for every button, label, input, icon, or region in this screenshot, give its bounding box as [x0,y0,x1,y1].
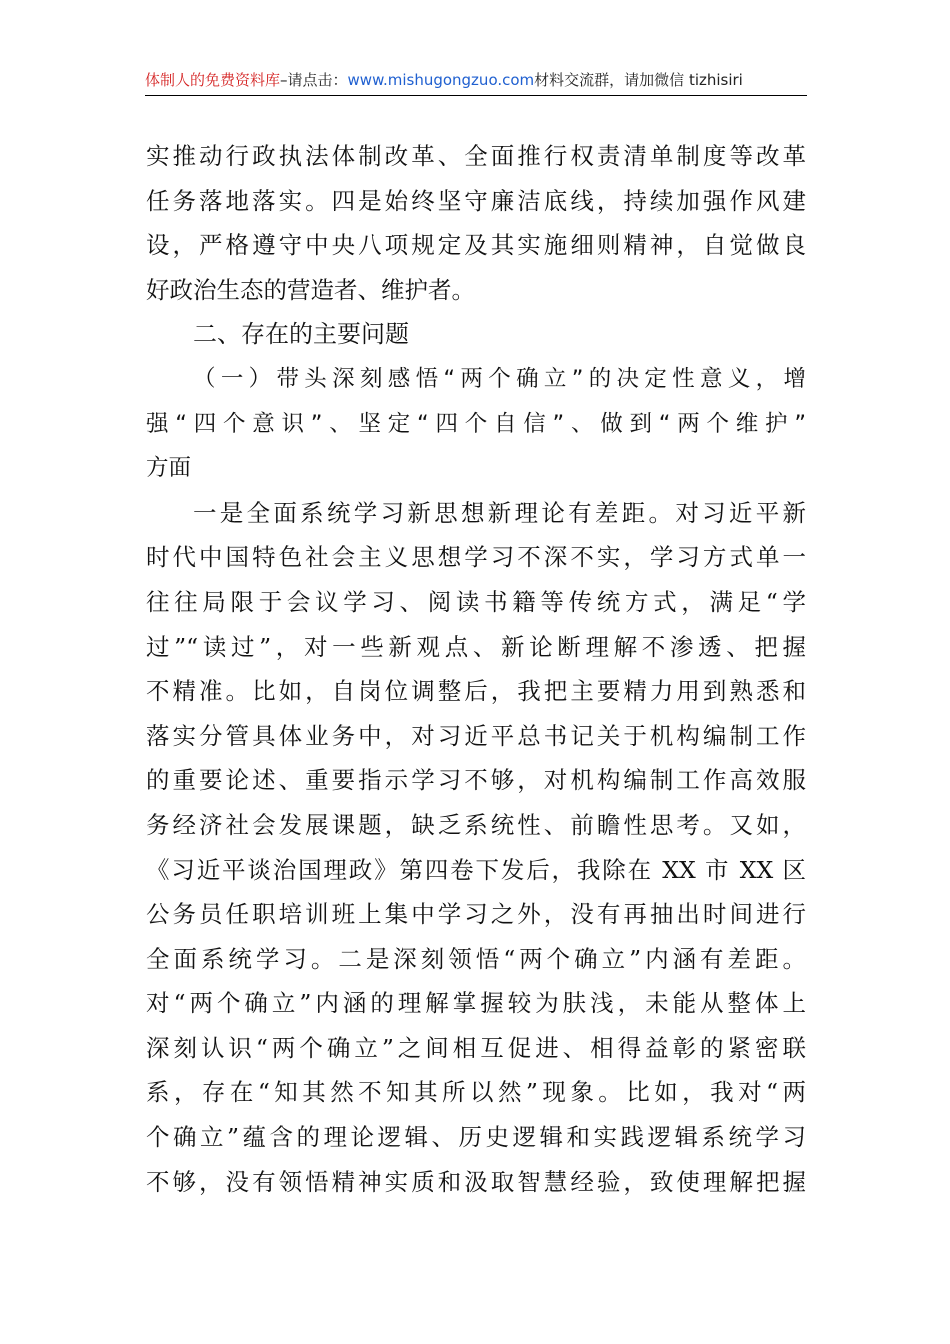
header-site-name[interactable]: 体制人的免费资料库 [145,71,281,89]
paragraph-line: 不够，没有领悟精神实质和汲取智慧经验，致使理解把握 [146,1167,806,1196]
paragraph-line: 不精准。比如，自岗位调整后，我把主要精力用到熟悉和 [146,677,806,706]
paragraph-line: 深刻认识“两个确立”之间相互促进、相得益彰的紧密联 [146,1033,806,1062]
paragraph-line: 一是全面系统学习新思想新理论有差距。对习近平新 [193,498,806,527]
header-separator: –请点击： [280,71,348,89]
paragraph-line: 任务落地落实。四是始终坚守廉洁底线，持续加强作风建 [146,186,806,215]
paragraph-line: 时代中国特色社会主义思想学习不深不实，学习方式单一 [146,543,806,572]
paragraph-line: 《习近平谈治国理政》第四卷下发后，我除在 XX 市 XX 区 [146,855,806,884]
paragraph-line: 设，严格遵守中央八项规定及其实施细则精神，自觉做良 [146,231,806,260]
header-note: 材料交流群，请加微信 tizhisiri [534,71,743,89]
paragraph-line: 全面系统学习。二是深刻领悟“两个确立”内涵有差距。 [146,944,806,973]
paragraph-line: 落实分管具体业务中，对习近平总书记关于机构编制工作 [146,721,806,750]
paragraph-line: 个确立”蕴含的理论逻辑、历史逻辑和实践逻辑系统学习 [146,1123,806,1152]
header-url-link[interactable]: www.mishugongzuo.com [347,71,535,89]
header-divider [145,95,807,96]
section-heading: 二、存在的主要问题 [193,320,409,349]
document-body [146,134,806,1204]
paragraph-line: 公务员任职培训班上集中学习之外，没有再抽出时间进行 [146,900,806,929]
paragraph-line: 往往局限于会议学习、阅读书籍等传统方式，满足“学 [146,587,806,616]
paragraph-line: 实推动行政执法体制改革、全面推行权责清单制度等改革 [146,142,806,170]
paragraph-line: 系，存在“知其然不知其所以然”现象。比如，我对“两 [146,1078,806,1107]
page-header [145,66,805,94]
paragraph-line: 务经济社会发展课题，缺乏系统性、前瞻性思考。又如， [146,810,806,839]
subsection-heading-line: （一）带头深刻感悟“两个确立”的决定性意义，增 [193,365,806,392]
paragraph-line: 好政治生态的营造者、维护者。 [146,275,475,304]
paragraph-line: 过”“读过”，对一些新观点、新论断理解不渗透、把握 [146,632,806,661]
subsection-heading-line: 方面 [146,455,192,482]
paragraph-line: 对“两个确立”内涵的理解掌握较为肤浅，未能从整体上 [146,989,806,1018]
paragraph-line: 的重要论述、重要指示学习不够，对机构编制工作高效服 [146,766,806,795]
subsection-heading-line: 强“四个意识”、坚定“四个自信”、做到“两个维护” [146,410,806,437]
